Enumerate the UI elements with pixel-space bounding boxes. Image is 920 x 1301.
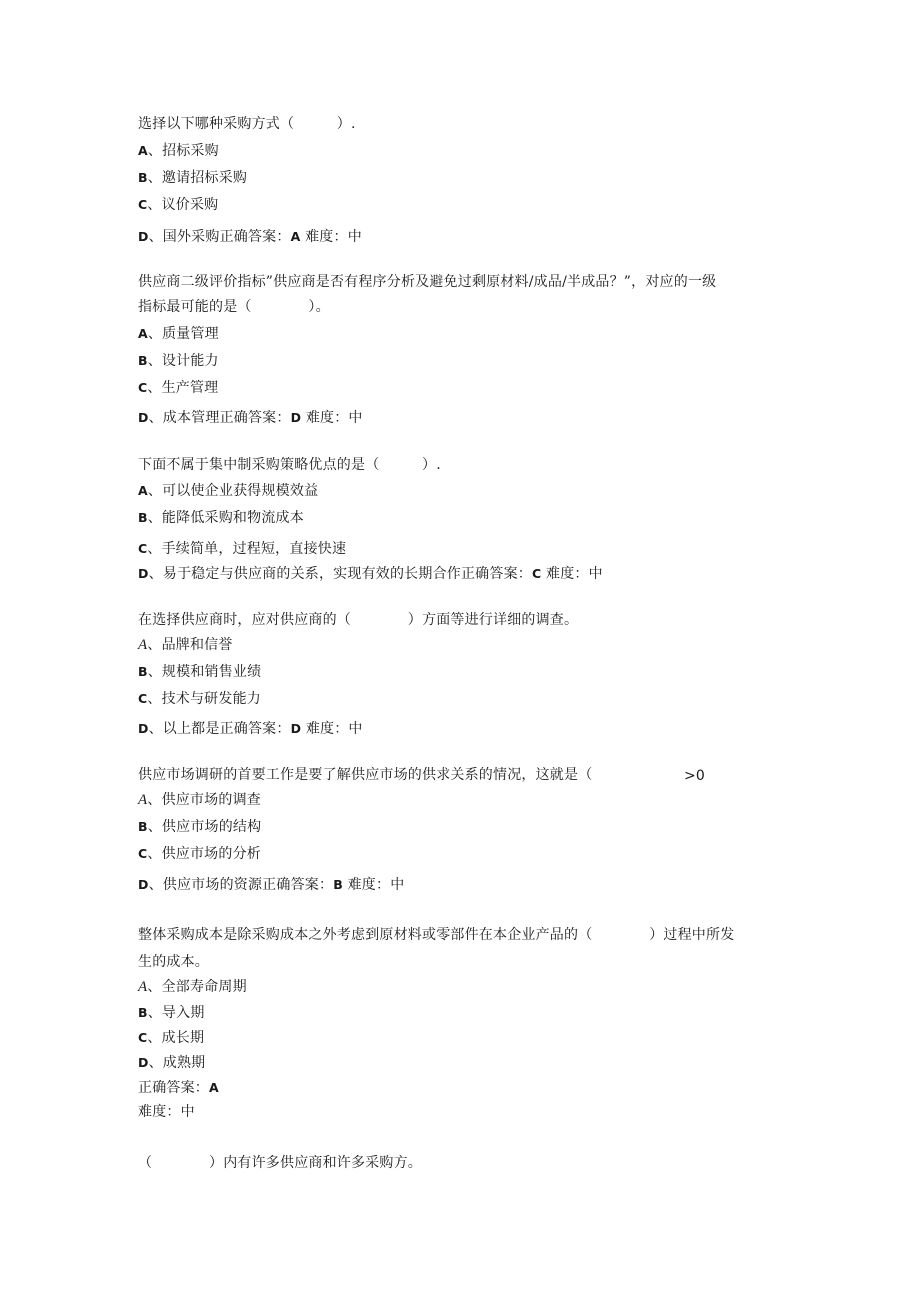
difficulty-value: 中 xyxy=(347,229,362,245)
question-4-stem: 在选择供应商时，应对供应商的（ ）方面等进行详细的调查。 xyxy=(138,612,579,628)
question-2-option-c: C、生产管理 xyxy=(138,380,219,396)
question-2-option-b: B、设计能力 xyxy=(138,353,219,369)
question-7-stem: （ ）内有许多供应商和许多采购方。 xyxy=(138,1155,422,1171)
difficulty-value: 中 xyxy=(348,721,363,737)
question-3-option-c: C、手续简单，过程短，直接快速 xyxy=(138,541,347,557)
question-1-stem: 选择以下哪种采购方式（ ）. xyxy=(138,116,356,132)
question-5-option-b: B、供应市场的结构 xyxy=(138,819,262,835)
question-1-option-a: A、招标采购 xyxy=(138,143,219,159)
question-2-stem-line-2: 指标最可能的是（ ）。 xyxy=(138,299,330,315)
answer-key: D xyxy=(290,721,302,736)
question-5-stem: 供应市场调研的首要工作是要了解供应市场的供求关系的情况，这就是（ xyxy=(138,767,593,783)
question-6-option-c: C、成长期 xyxy=(138,1030,205,1046)
question-4-option-d-answer: D、以上都是正确答案：D 难度：中 xyxy=(138,721,363,737)
answer-key: B xyxy=(333,877,343,892)
question-2-option-d-answer: D、成本管理正确答案：D 难度：中 xyxy=(138,410,363,426)
question-5-option-c: C、供应市场的分析 xyxy=(138,846,261,862)
question-2-stem-line-1: 供应商二级评价指标”供应商是否有程序分析及避免过剩原材料/成品/半成品？”，对应的一级 xyxy=(138,274,717,290)
question-3-option-d-answer: D、易于稳定与供应商的关系，实现有效的长期合作正确答案：C 难度：中 xyxy=(138,566,603,582)
question-6-difficulty: 难度：中 xyxy=(138,1104,195,1120)
answer-key: D xyxy=(290,410,302,425)
question-3-option-b: B、能降低采购和物流成本 xyxy=(138,510,304,526)
question-3-option-a: A、可以使企业获得规模效益 xyxy=(138,483,319,499)
question-4-option-c: C、技术与研发能力 xyxy=(138,691,261,707)
question-5-option-a: A、供应市场的调查 xyxy=(138,792,261,808)
question-4-option-a: A、品牌和信誉 xyxy=(138,637,233,653)
question-6-option-d: D、成熟期 xyxy=(138,1055,206,1071)
question-5-stem-tail: >0 xyxy=(684,768,706,784)
question-5-option-d-answer: D、供应市场的资源正确答案：B 难度：中 xyxy=(138,877,405,893)
question-6-answer: 正确答案：A xyxy=(138,1080,219,1096)
question-6-option-b: B、导入期 xyxy=(138,1005,205,1021)
question-6-option-a: A、全部寿命周期 xyxy=(138,979,247,995)
question-1-option-b: B、邀请招标采购 xyxy=(138,170,248,186)
answer-key: C xyxy=(531,566,542,581)
difficulty-value: 中 xyxy=(180,1104,195,1120)
question-4-option-b: B、规模和销售业绩 xyxy=(138,664,262,680)
question-6-stem-line-2: 生的成本。 xyxy=(138,954,209,970)
question-1-option-c: C、议价采购 xyxy=(138,197,219,213)
question-1-option-d-answer: D、国外采购正确答案：A 难度：中 xyxy=(138,229,362,245)
difficulty-value: 中 xyxy=(390,877,405,893)
answer-key: A xyxy=(290,229,301,244)
difficulty-value: 中 xyxy=(588,566,603,582)
difficulty-value: 中 xyxy=(348,410,363,426)
question-2-option-a: A、质量管理 xyxy=(138,326,219,342)
question-6-stem-line-1: 整体采购成本是除采购成本之外考虑到原材料或零部件在本企业产品的（ ）过程中所发 xyxy=(138,927,735,943)
question-3-stem: 下面不属于集中制采购策略优点的是（ ）. xyxy=(138,457,441,473)
answer-key: A xyxy=(209,1080,219,1095)
